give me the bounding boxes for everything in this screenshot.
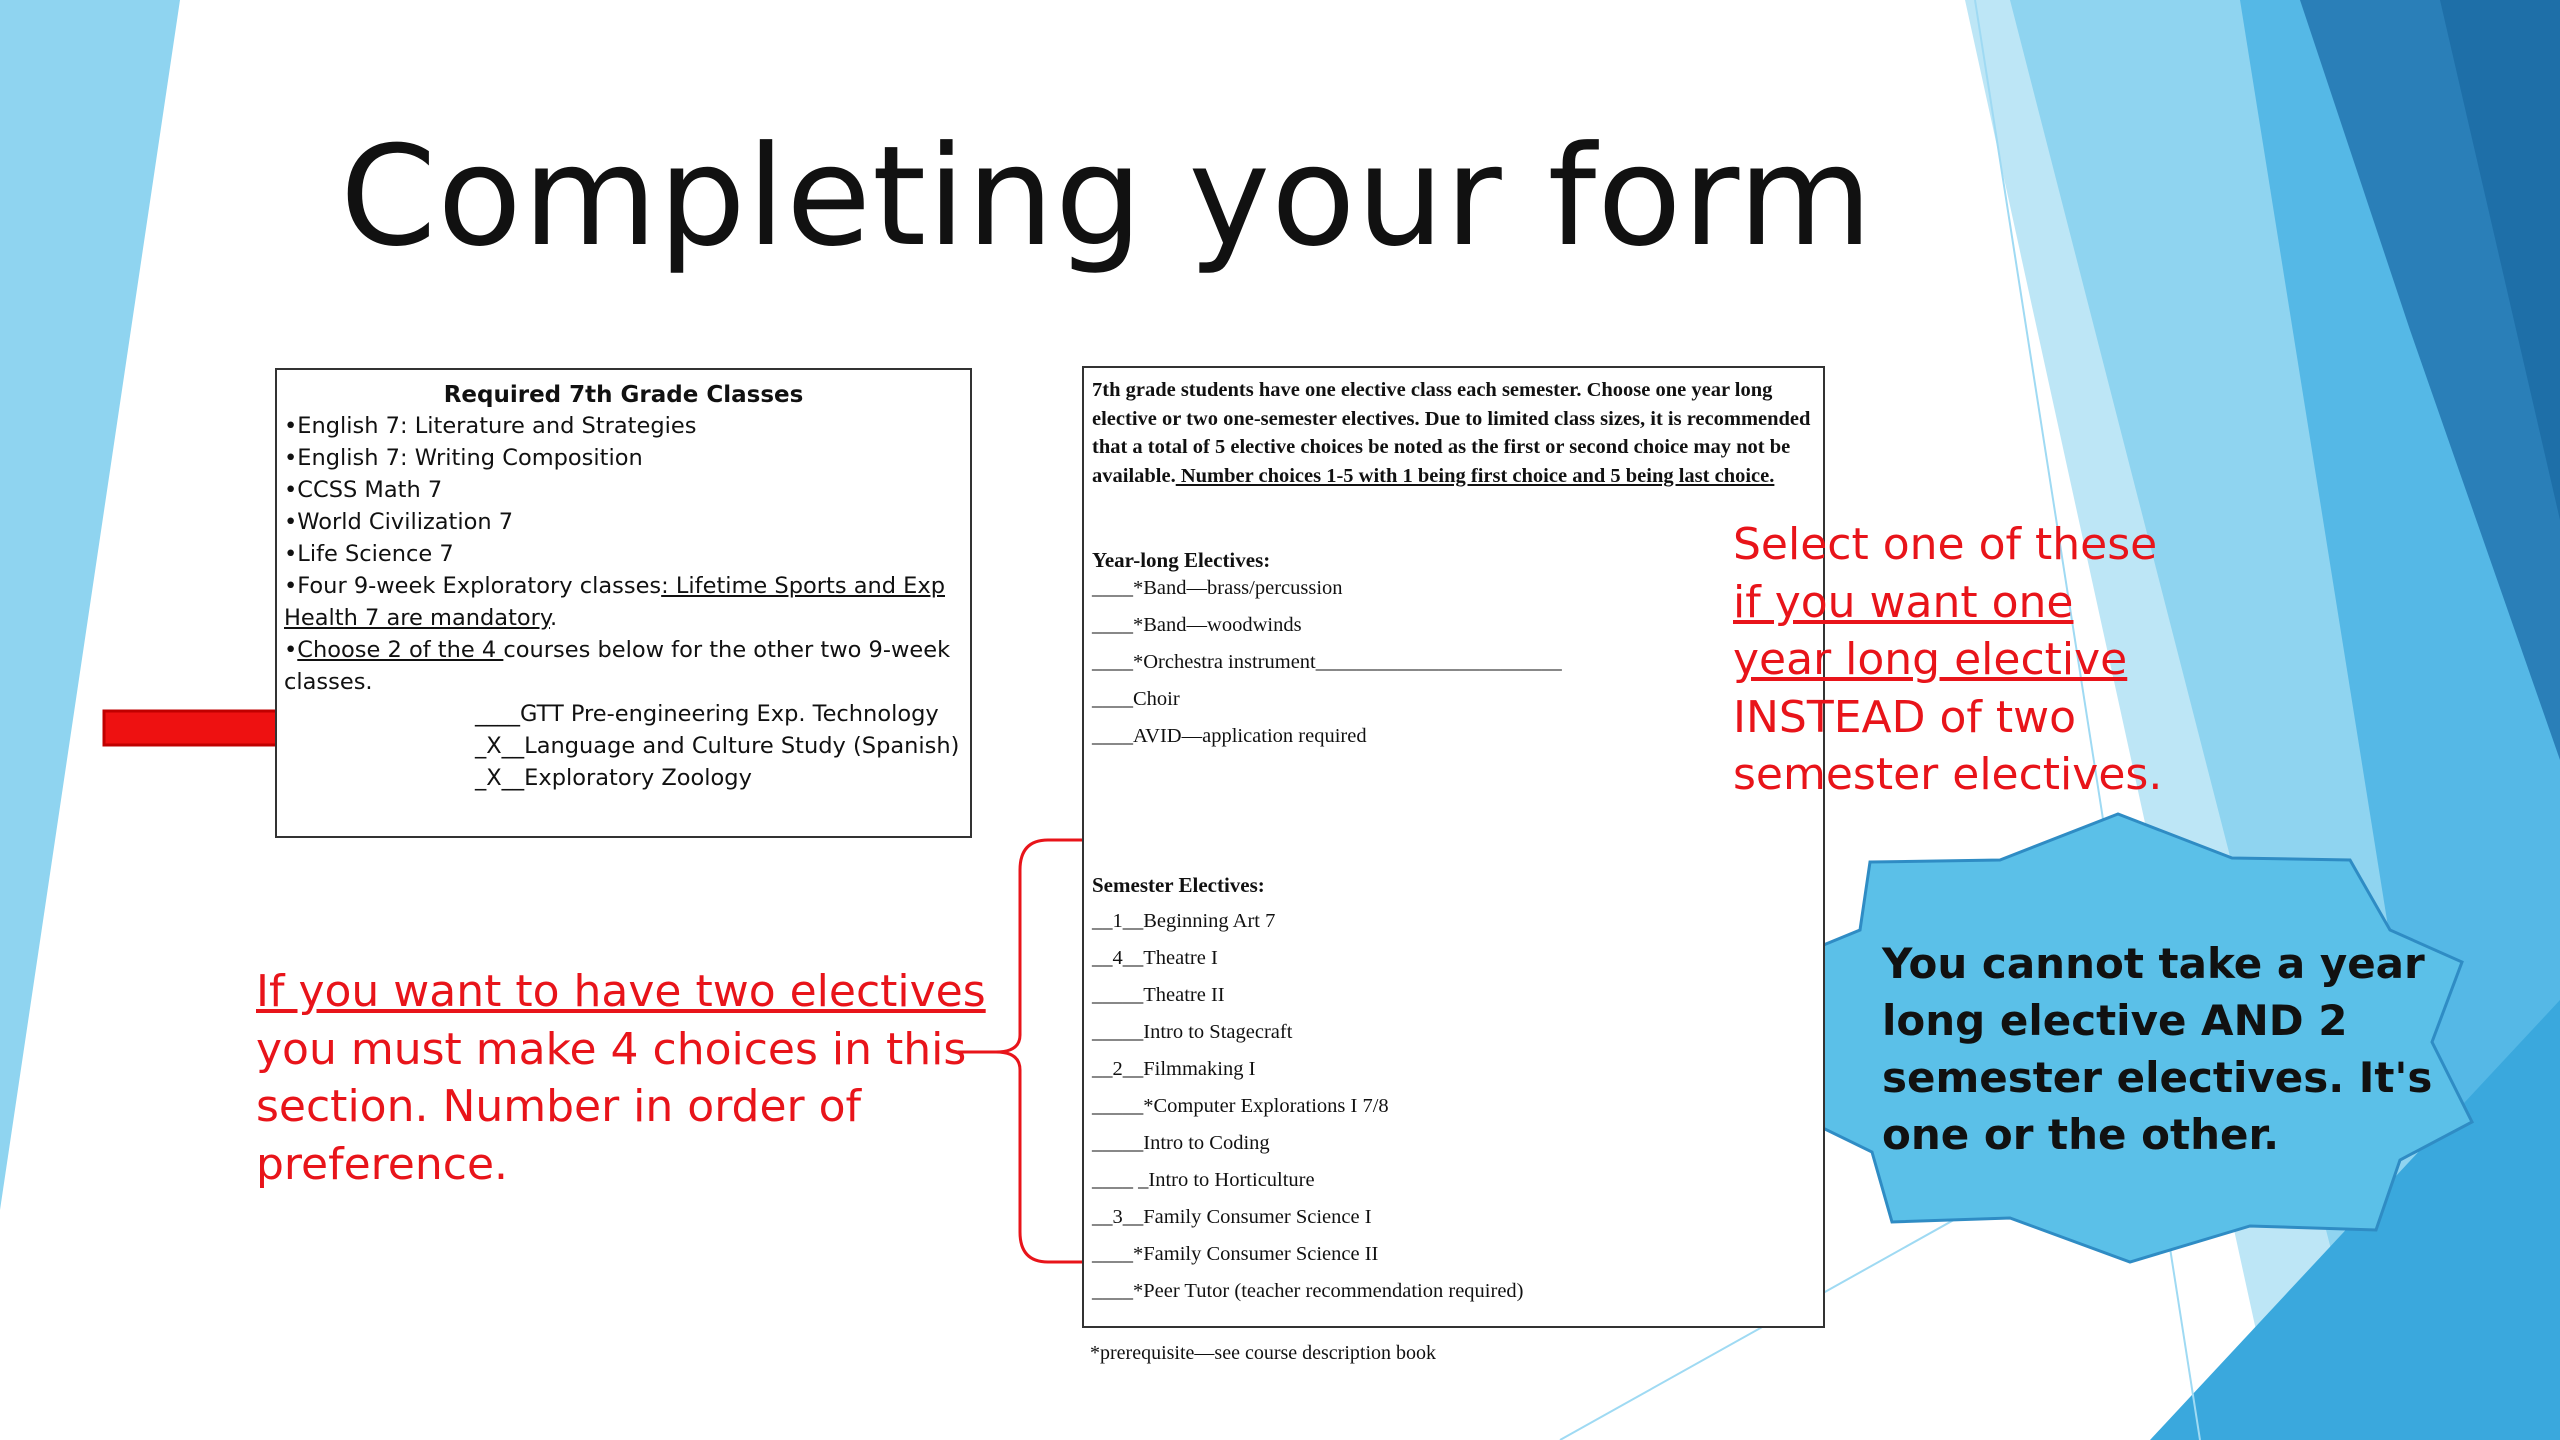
annotation-line: you must make 4 choices in this (256, 1023, 967, 1075)
required-item-choose: •Choose 2 of the 4 courses below for the other two 9-week classes. (284, 637, 951, 695)
year-long-item: ____*Orchestra instrument________________________ (1092, 651, 1562, 673)
required-item-text: World Civilization 7 (297, 509, 514, 535)
exploratory-mandatory: : Lifetime Sports and Exp Health 7 are mandatory (284, 573, 945, 631)
exploratory-option: ____GTT Pre-engineering Exp. Technology (475, 701, 939, 727)
annotation-line: if you want one (1733, 576, 2074, 628)
semester-item: __4__Theatre I (1092, 947, 1218, 969)
elective-form-box (1082, 366, 1825, 1328)
exploratory-option: _X__Exploratory Zoology (475, 765, 752, 791)
semester-item: ____*Peer Tutor (teacher recommendation required) (1092, 1280, 1524, 1302)
form-instructions (1092, 376, 1817, 490)
required-item-text: Life Science 7 (297, 541, 454, 567)
required-classes-heading: Required 7th Grade Classes (443, 382, 804, 408)
callout-line: semester electives. It's (1882, 1053, 2433, 1102)
choose-rest: courses below for the other two 9-week classes. (284, 637, 951, 695)
year-long-item: ____*Band—brass/percussion (1092, 577, 1343, 599)
exploratory-option: _X__Language and Culture Study (Spanish) (475, 733, 960, 759)
semester-item: _____Theatre II (1092, 984, 1225, 1006)
semester-annotation (256, 963, 986, 1193)
required-item: •Life Science 7 (284, 541, 454, 567)
annotation-line: INSTEAD of two (1733, 691, 2077, 743)
callout-line: one or the other. (1882, 1110, 2280, 1159)
slide-title: Completing your form (340, 116, 1874, 277)
annotation-line: section. Number in order of (256, 1081, 861, 1132)
required-item-exploratory: •Four 9-week Exploratory classes: Lifetime Sports and Exp Health 7 are mandatory. (284, 573, 945, 631)
exploratory-suffix: . (550, 605, 558, 631)
exploratory-prefix: Four 9-week Exploratory classes (297, 573, 662, 599)
year-long-heading: Year-long Electives: (1092, 548, 1271, 572)
left-blue-wedge (0, 0, 180, 1210)
semester-item: __3__Family Consumer Science I (1092, 1206, 1372, 1228)
year-long-item: ____Choir (1092, 688, 1180, 710)
annotation-line: If you want to have two electives (256, 966, 986, 1017)
callout-text (1882, 935, 2442, 1163)
annotation-line: year long elective (1733, 634, 2128, 685)
semester-item: __1__Beginning Art 7 (1092, 910, 1276, 932)
required-item-text: CCSS Math 7 (297, 477, 443, 503)
semester-heading: Semester Electives: (1092, 873, 1265, 897)
annotation-line: Select one of these (1733, 519, 2158, 570)
required-item: •World Civilization 7 (284, 509, 514, 535)
annotation-line: semester electives. (1733, 749, 2163, 800)
required-classes-box (275, 368, 972, 838)
required-item: •CCSS Math 7 (284, 477, 443, 503)
year-long-item: ____AVID—application required (1092, 725, 1367, 747)
semester-item: _____Intro to Coding (1092, 1132, 1270, 1154)
required-item: •English 7: Literature and Strategies (284, 413, 697, 439)
required-item-text: English 7: Literature and Strategies (297, 413, 697, 439)
semester-item: __2__Filmmaking I (1092, 1058, 1256, 1080)
semester-item: _____Intro to Stagecraft (1092, 1021, 1293, 1043)
annotation-line: preference. (256, 1138, 509, 1190)
prerequisite-footnote: *prerequisite—see course description book (1090, 1342, 1437, 1364)
semester-item: _____*Computer Explorations I 7/8 (1092, 1095, 1389, 1117)
form-instructions-text: 7th grade students have one elective class each semester. Choose one year long elective or two one-semester electives. Due to limited class sizes, it is recommended that a total of 5 elective choices be noted as the first or second choice may not be available. (1092, 379, 1811, 487)
callout-line: long elective AND 2 (1882, 996, 2348, 1045)
callout-line: You cannot take a year (1882, 939, 2425, 988)
choose-underlined: Choose 2 of the 4 (297, 637, 504, 663)
required-item-text: English 7: Writing Composition (297, 445, 643, 471)
semester-item: ____*Family Consumer Science II (1092, 1243, 1379, 1265)
year-long-item: ____*Band—woodwinds (1092, 614, 1302, 636)
required-item: •English 7: Writing Composition (284, 445, 643, 471)
year-long-annotation (1733, 516, 2162, 804)
form-instructions-underlined: Number choices 1-5 with 1 being first choice and 5 being last choice. (1175, 464, 1775, 487)
semester-item: ____ _Intro to Horticulture (1092, 1169, 1315, 1191)
